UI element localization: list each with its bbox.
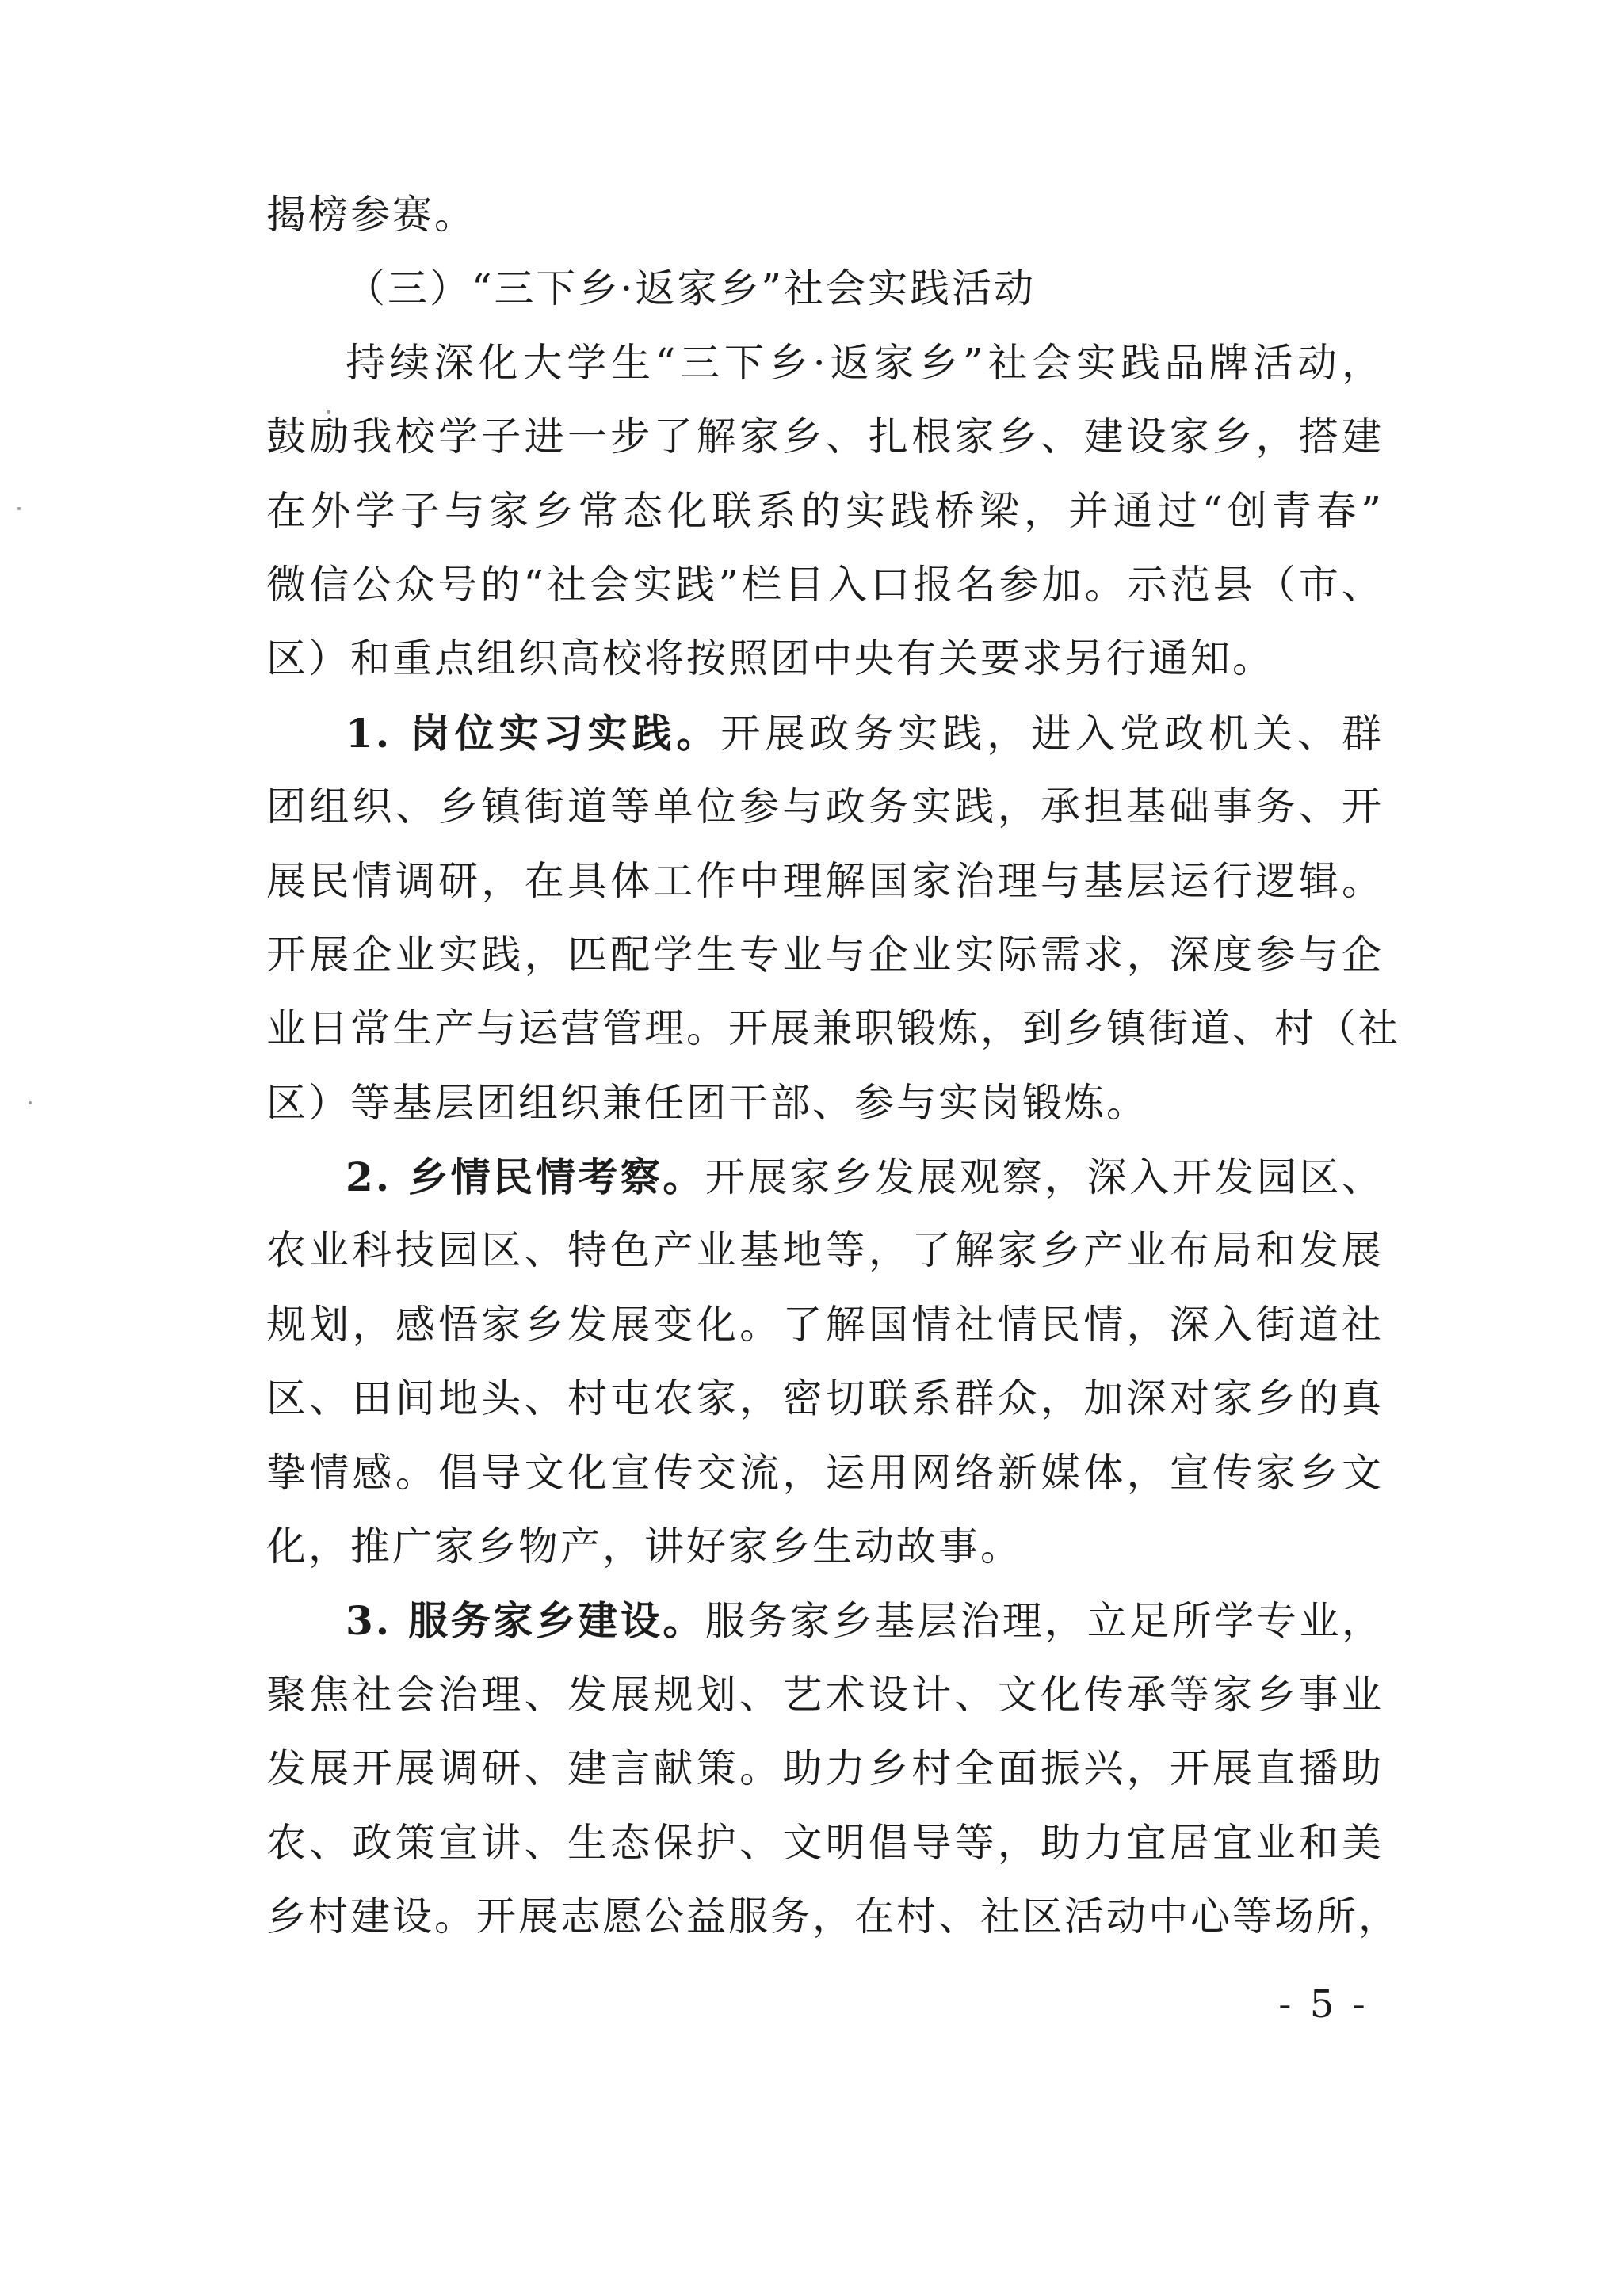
section-heading: （三）“三下乡·返家乡”社会实践活动 bbox=[346, 265, 1037, 312]
body-text bbox=[266, 178, 1400, 1954]
paragraph-line: 开展企业实践，匹配学生专业与企业实际需求，深度参与企 bbox=[266, 931, 1384, 978]
paragraph-line: 业日常生产与运营管理。开展兼职锻炼，到乡镇街道、村（社 bbox=[266, 1005, 1400, 1052]
paragraph-line: 1. 岗位实习实践。开展政务实践，进入党政机关、群 bbox=[346, 709, 1384, 757]
paragraph-line: 区）等基层团组织兼任团干部、参与实岗锻炼。 bbox=[266, 1079, 1148, 1126]
paragraph-line: 化，推广家乡物产，讲好家乡生动故事。 bbox=[266, 1524, 1022, 1570]
paragraph-line: 区、田间地头、村屯农家，密切联系群众，加深对家乡的真 bbox=[266, 1375, 1384, 1422]
item-title: 3. 服务家乡建设。 bbox=[346, 1597, 705, 1645]
paragraph-line: 持续深化大学生“三下乡·返家乡”社会实践品牌活动， bbox=[346, 339, 1384, 386]
paragraph-line: 聚焦社会治理、发展规划、艺术设计、文化传承等家乡事业 bbox=[266, 1671, 1384, 1718]
paragraph-line: 2. 乡情民情考察。开展家乡发展观察，深入开发园区、 bbox=[346, 1154, 1384, 1201]
scan-speck bbox=[29, 1101, 32, 1104]
paragraph-line: 规划，感悟家乡发展变化。了解国情社情民情，深入街道社 bbox=[266, 1301, 1384, 1348]
paragraph-line: 乡村建设。开展志愿公益服务，在村、社区活动中心等场所， bbox=[266, 1893, 1400, 1939]
paragraph-line: 鼓励我校学子进一步了解家乡、扎根家乡、建设家乡，搭建 bbox=[266, 414, 1384, 460]
paragraph-line: 揭榜参赛。 bbox=[266, 192, 476, 238]
paragraph-line: 展民情调研，在具体工作中理解国家治理与基层运行逻辑。 bbox=[266, 857, 1384, 904]
page-number: - 5 - bbox=[1278, 1982, 1369, 2027]
paragraph-line: 区）和重点组织高校将按照团中央有关要求另行通知。 bbox=[266, 635, 1274, 682]
paragraph-line: 农业科技园区、特色产业基地等，了解家乡产业布局和发展 bbox=[266, 1227, 1384, 1274]
scan-speck bbox=[17, 507, 21, 510]
paragraph-line: 发展开展调研、建言献策。助力乡村全面振兴，开展直播助 bbox=[266, 1745, 1384, 1792]
paragraph-line: 农、政策宣讲、生态保护、文明倡导等，助力宜居宜业和美 bbox=[266, 1819, 1384, 1866]
item-title: 2. 乡情民情考察。 bbox=[346, 1154, 705, 1201]
paragraph-line: 微信公众号的“社会实践”栏目入口报名参加。示范县（市、 bbox=[266, 561, 1384, 608]
paragraph-line: 在外学子与家乡常态化联系的实践桥梁，并通过“创青春” bbox=[266, 487, 1384, 534]
paragraph-line: 团组织、乡镇街道等单位参与政务实践，承担基础事务、开 bbox=[266, 784, 1384, 830]
item-title: 1. 岗位实习实践。 bbox=[346, 709, 721, 757]
paragraph-line: 3. 服务家乡建设。服务家乡基层治理，立足所学专业， bbox=[346, 1597, 1384, 1645]
paragraph-line: 挚情感。倡导文化宣传交流，运用网络新媒体，宣传家乡文 bbox=[266, 1449, 1384, 1496]
